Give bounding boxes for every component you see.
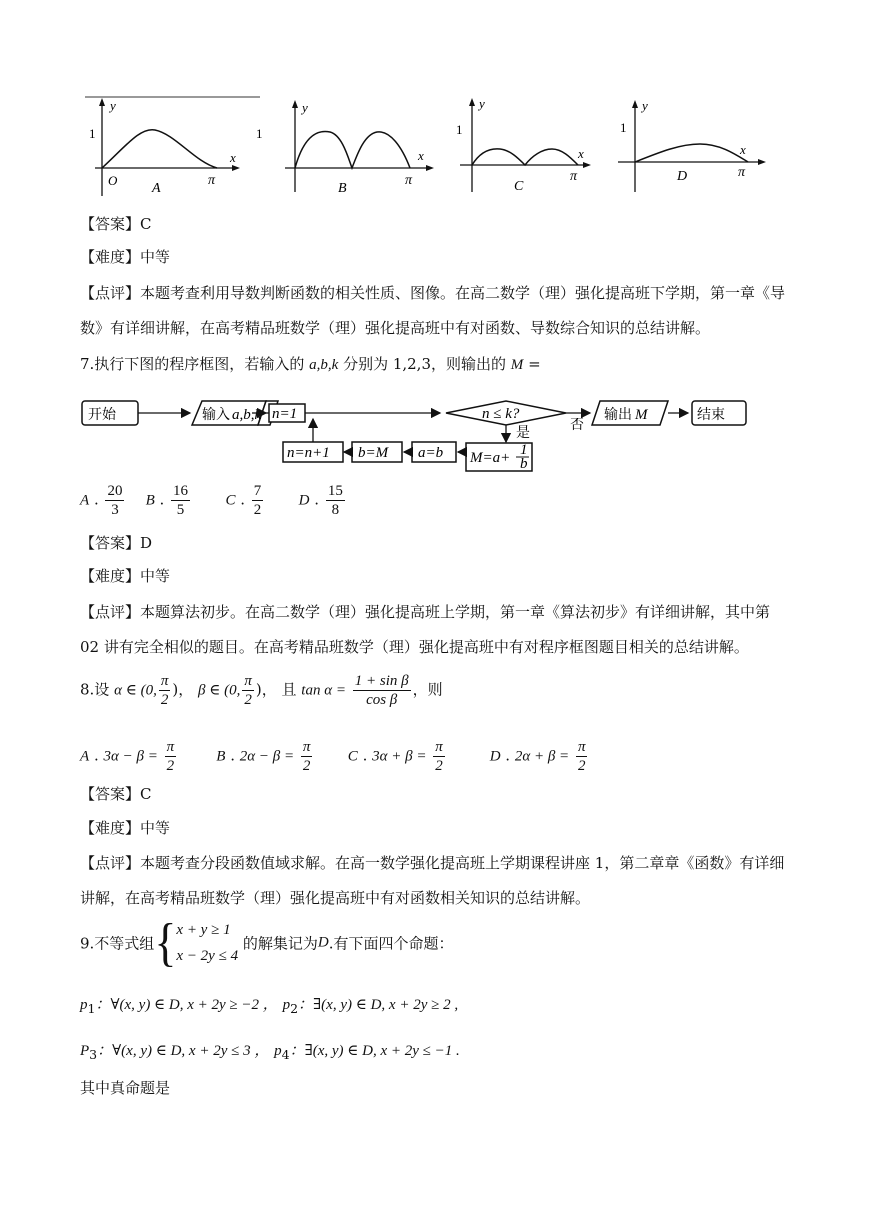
q9-p2-sub: 2 [290,1001,299,1016]
graph-c-one: 1 [456,122,463,137]
graph-a-origin: O [108,173,118,188]
graph-a-y: y [110,98,116,113]
flow-step-m-text: M=a+ [470,450,511,466]
q9-p4-label: p [274,1043,282,1059]
q9-stem [80,913,454,973]
graph-c-y: y [479,96,485,111]
flow-yes-label: 是 [516,425,530,441]
graph-d-pi: π [738,165,746,180]
q8-option-a-expr: 3α − β = [103,748,158,765]
graph-c-x: x [578,146,584,161]
graph-a-x: x [230,150,236,165]
flow-input-vars: a,b,k [232,407,262,423]
q8-then: ，则 [412,680,443,699]
flow-end-text: 结束 [697,407,725,423]
q9-p3-sub: 3 [89,1047,98,1062]
q7-stem-vars: a,b,k [309,357,339,373]
q8-option-c-expr: 3α + β = [372,748,427,765]
q9-ineq1: x + y ≥ 1 [176,922,231,938]
q9-brace: { [154,913,177,972]
q9-p2-text: ：∃(x, y) ∈ D, x + 2y ≥ 2 , [298,997,459,1013]
q9-p3-label: P [80,1043,90,1059]
flow-init-text: n=1 [272,406,298,422]
q7-stem-eq: = [528,355,541,373]
flow-output-var: M [635,407,648,423]
q7-option-d-frac: $\frac{15}{8}$ [327,483,343,518]
q7-stem-m: M [510,357,524,373]
q8-beta-range: β ∈ (0, [198,682,241,699]
q8-beta-frac: $\frac{\pi}{2}$ [244,673,252,708]
q8-tan-frac: $\frac{\text{1 + sin β}}{\text{cos β}}$ [354,673,409,708]
q7-comment-line1: 【点评】本题算法初步。在高二数学（理）强化提高班上学期，第一章《算法初步》有详细讲解，其中第 [80,603,771,621]
q8-alpha-close: ) [172,680,179,699]
graph-c [456,96,591,194]
graph-a [89,98,240,196]
flowchart-svg [80,397,780,475]
graph-a-label: A [152,181,161,196]
q7-answer: 【答案】D [80,534,153,552]
q9-p3-text: ：∀(x, y) ∈ D, x + 2y ≤ 3 ， [97,1043,270,1059]
flow-start-text: 开始 [88,407,116,423]
q9-question: 其中真命题是 [80,1079,171,1097]
q7-stem [80,354,541,375]
graph-b-label: B [338,181,347,196]
q8-and: 且 [281,680,297,699]
q7-difficulty: 【难度】中等 [80,567,171,585]
q8-comment-line1: 【点评】本题考查分段函数值域求解。在高一数学强化提高班上学期课程讲座 1，第二章章《函数》有详细 [80,854,785,872]
graph-b-x: x [418,148,424,163]
q8-stem [80,672,443,709]
flow-step-n-text: n=n+1 [287,445,330,461]
q8-comment-line2: 讲解，在高考精品班数学（理）强化提高班中有对函数相关知识的总结讲解。 [80,889,591,907]
q8-option-d-letter: D [489,748,501,765]
q8-option-b-letter: B [216,748,226,765]
q8-option-b-expr: 2α − β = [239,748,295,765]
q9-ineq2: x − 2y ≤ 4 [176,948,239,964]
q6-comment-line2: 数》有详细讲解，在高考精品班数学（理）强化提高班中有对函数、导数综合知识的总结讲解。 [80,319,711,337]
flow-output-text: 输出 [604,407,632,423]
q8-alpha-frac: $\frac{\pi}{2}$ [160,673,169,708]
flow-step-a-text: a=b [418,445,444,461]
q8-option-d-frac: $\frac{\pi}{2}$ [577,739,586,774]
q7-option-b-letter: B [145,492,155,509]
graph-b-y: y [302,100,308,115]
function-graphs-svg [80,92,770,212]
q7-stem-mid: 分别为 1,2,3，则输出的 [343,355,506,373]
flow-input-text: 输入 [202,407,230,423]
graph-options-row [80,92,770,212]
graph-b-pi: π [405,173,413,188]
flow-no-label: 否 [570,417,584,433]
flow-cond-text: n ≤ k? [482,406,520,422]
q9-p2-label: p [282,997,291,1013]
q9-p1-text: ：∀(x, y) ∈ D, x + 2y ≥ −2 ， [95,997,278,1013]
q7-option-c-letter: C [225,492,236,509]
q9-p1-label: p [80,997,88,1013]
q8-option-a-frac: $\frac{\pi}{2}$ [166,739,175,774]
q8-tan: tan α = [301,682,346,699]
q6-answer: 【答案】C [80,215,152,233]
q7-stem-prefix: 7.执行下图的程序框图，若输入的 [80,355,305,373]
q8-alpha-range: α ∈ (0, [114,682,157,699]
q9-stem-prefix: 9.不等式组 [80,934,155,953]
q9-d: D [317,934,329,951]
q8-option-a-letter: A [80,748,90,765]
q9-props-line2 [80,1039,460,1062]
q7-option-a-frac: $\frac{20}{3}$ [107,483,123,518]
graph-d [618,98,766,192]
q9-p1-sub: 1 [87,1001,96,1016]
q8-beta-close: ) [255,680,262,699]
flow-step-m-den: b [520,456,528,472]
q7-option-a-letter: A [80,492,90,509]
graph-c-pi: π [570,169,578,184]
q9-props-line1 [80,993,458,1016]
graph-d-y: y [642,98,648,113]
graph-b [256,100,434,196]
q8-options: A . 3α − β = $\frac{\pi}{2}$ B . 2α − β = $\frac{\pi}{2}$ C . 3α + β = $\frac{\pi}{2}$ D . 2α + β = $\frac{\pi}{2}$ [80,739,586,774]
q8-answer: 【答案】C [80,785,152,803]
q6-comment-line1: 【点评】本题考查利用导数判断函数的相关性质、图像。在高二数学（理）强化提高班下学期，第一章《导 [80,284,786,302]
graph-b-one: 1 [256,126,263,141]
q7-option-c-frac: $\frac{7}{2}$ [253,483,262,518]
q8-difficulty: 【难度】中等 [80,819,171,837]
q9-system [176,917,238,969]
q8-comma-2: ， [261,680,277,699]
q7-option-b-frac: $\frac{16}{5}$ [173,483,189,518]
q9-stem-suffix: 的解集记为 [242,934,318,953]
graph-d-x: x [740,142,746,157]
q8-option-b-frac: $\frac{\pi}{2}$ [302,739,311,774]
q9-p4-sub: 4 [281,1047,290,1062]
q7-comment-line2: 02 讲有完全相似的题目。在高考精品班数学（理）强化提高班中有对程序框图题目相关的总结讲解。 [80,638,749,656]
graph-a-pi: π [208,173,216,188]
q8-option-c-frac: $\frac{\pi}{2}$ [435,739,443,774]
q8-option-c-letter: C [347,748,358,765]
q8-option-d-expr: 2α + β = [514,748,570,765]
q9-stem-end: .有下面四个命题： [328,934,454,953]
q7-option-d-letter: D [298,492,310,509]
flowchart [80,397,780,479]
q9-p4-text: ：∃(x, y) ∈ D, x + 2y ≤ −1 . [289,1043,460,1059]
graph-d-one: 1 [620,120,627,135]
q7-options: A . $\frac{20}{3}$ B . $\frac{16}{5}$ C . $\frac{7}{2}$ D . $\frac{15}{8}$ [80,483,343,518]
q8-stem-prefix: 8.设 [80,680,110,699]
flow-step-m-num: 1 [520,442,528,458]
q8-comma-1: ， [178,680,194,699]
flow-step-b-text: b=M [358,445,389,461]
graph-c-label: C [514,179,524,194]
q6-difficulty: 【难度】中等 [80,248,171,266]
graph-d-label: D [677,169,688,184]
graph-a-one: 1 [89,126,96,141]
